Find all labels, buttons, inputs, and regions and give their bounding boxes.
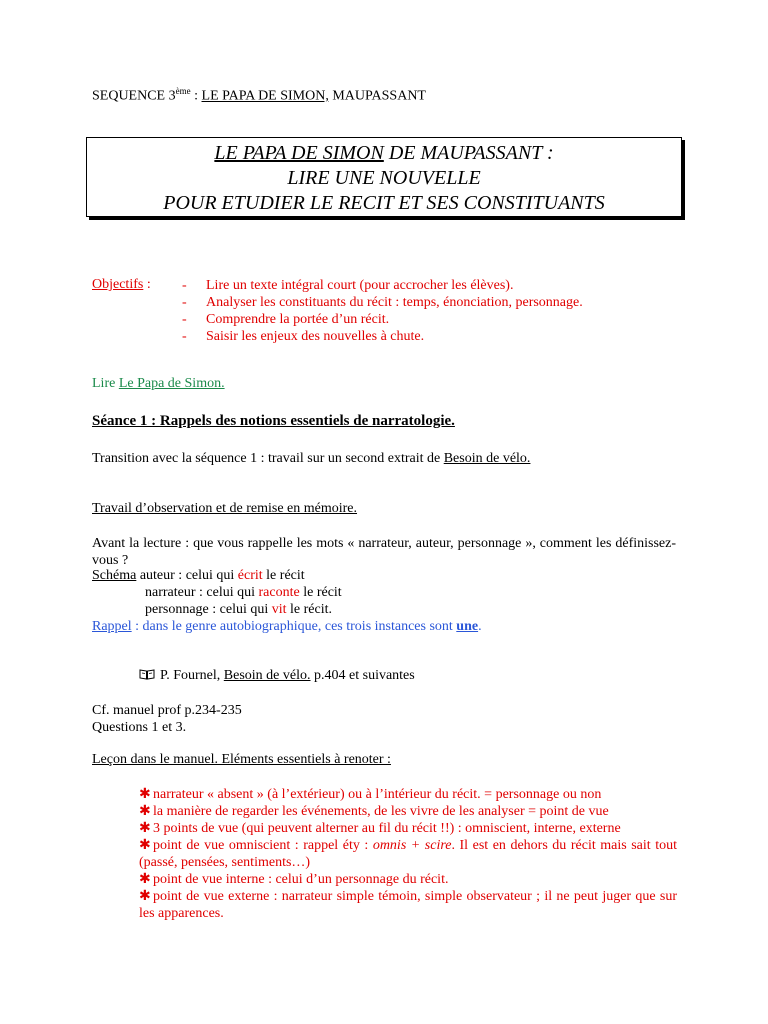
sequence-title: LE PAPA DE SIMON, bbox=[201, 88, 329, 104]
rappel-text: : dans le genre autobiographique, ces trois instances sont bbox=[131, 619, 457, 634]
lesson-item bbox=[139, 786, 677, 803]
cf-block bbox=[92, 702, 242, 736]
transition-book: Besoin de vélo. bbox=[443, 451, 531, 466]
read-title: Le Papa de Simon. bbox=[118, 376, 225, 391]
observation-heading: Travail d’observation et de remise en mémoire. bbox=[92, 501, 358, 516]
title-author: DE MAUPASSANT : bbox=[383, 142, 554, 164]
objective-text: Comprendre la portée d’un récit. bbox=[206, 312, 390, 327]
transition-text: Transition avec la séquence 1 : travail sur un second extrait de bbox=[92, 451, 444, 466]
sequence-sup: ème bbox=[175, 86, 191, 96]
lesson-etymology: omnis + scire bbox=[372, 838, 452, 853]
cf-line-2: Questions 1 et 3. bbox=[92, 720, 187, 735]
schema-keyword: vit bbox=[271, 602, 287, 617]
read-prefix: Lire bbox=[92, 376, 119, 391]
asterisk-icon: ✱ bbox=[139, 821, 151, 836]
lesson-text: point de vue externe : narrateur simple témoin, simple observateur ; il ne peut juger que sur les apparences. bbox=[139, 889, 677, 921]
title-line-2: LIRE UNE NOUVELLE bbox=[287, 167, 481, 189]
schema-text: narrateur : celui qui bbox=[145, 585, 259, 600]
asterisk-icon: ✱ bbox=[139, 872, 151, 887]
title-work: LE PAPA DE SIMON bbox=[214, 142, 384, 164]
objectives-list bbox=[182, 277, 583, 345]
title-line-1 bbox=[87, 141, 681, 166]
rappel-line bbox=[92, 619, 482, 635]
schema-line-1 bbox=[92, 568, 305, 584]
sequence-sep: : bbox=[190, 88, 202, 104]
objectives-colon: : bbox=[143, 277, 151, 292]
lesson-item bbox=[139, 871, 677, 888]
sequence-label: SEQUENCE 3 bbox=[92, 88, 176, 104]
asterisk-icon: ✱ bbox=[139, 804, 151, 819]
schema-text: le récit bbox=[299, 585, 342, 600]
open-book-icon bbox=[139, 669, 155, 680]
seance-heading: Séance 1 : Rappels des notions essentiels de narratologie. bbox=[92, 413, 455, 429]
schema-keyword: raconte bbox=[258, 585, 300, 600]
reference-author: P. Fournel, bbox=[160, 668, 224, 683]
objectives-label bbox=[92, 277, 151, 293]
transition-line bbox=[92, 451, 530, 467]
rappel-end: . bbox=[478, 619, 482, 634]
lesson-item bbox=[139, 888, 677, 922]
lesson-item bbox=[139, 820, 677, 837]
cf-line-1: Cf. manuel prof p.234-235 bbox=[92, 703, 242, 718]
schema-line-3 bbox=[145, 602, 332, 618]
lesson-list bbox=[139, 786, 677, 922]
lesson-item bbox=[139, 803, 677, 820]
lesson-item bbox=[139, 837, 677, 871]
reference-line bbox=[139, 668, 415, 684]
asterisk-icon: ✱ bbox=[139, 787, 151, 802]
title-line-3: POUR ETUDIER LE RECIT ET SES CONSTITUANTS bbox=[163, 192, 605, 214]
lesson-text: . Il est en dehors du récit mais sait tout (passé, pensées, sentiments…) bbox=[139, 838, 677, 870]
objective-item: - Analyser les constituants du récit : temps, énonciation, personnage. bbox=[182, 295, 583, 310]
lesson-text: 3 points de vue (qui peuvent alterner au fil du récit !!) : omniscient, interne, externe bbox=[153, 821, 621, 836]
reference-pages: p.404 et suivantes bbox=[310, 668, 415, 683]
objective-text: Analyser les constituants du récit : temps, énonciation, personnage. bbox=[206, 295, 583, 310]
title-box bbox=[86, 137, 682, 217]
asterisk-icon: ✱ bbox=[139, 838, 151, 853]
schema-text: auteur : celui qui bbox=[136, 568, 238, 583]
schema-text: le récit. bbox=[286, 602, 333, 617]
lesson-heading: Leçon dans le manuel. Eléments essentiels à renoter : bbox=[92, 752, 391, 767]
objective-item: - Saisir les enjeux des nouvelles à chute. bbox=[182, 329, 425, 344]
objective-item: - Comprendre la portée d’un récit. bbox=[182, 312, 390, 327]
reference-book: Besoin de vélo. bbox=[223, 668, 311, 683]
lesson-text: point de vue interne : celui d’un personnage du récit. bbox=[153, 872, 449, 887]
question-paragraph: Avant la lecture : que vous rappelle les mots « narrateur, auteur, personnage », comment les définissez-vous ? bbox=[92, 536, 676, 568]
schema-line-2 bbox=[145, 585, 342, 601]
sequence-author: MAUPASSANT bbox=[328, 88, 426, 104]
schema-text: le récit bbox=[262, 568, 305, 583]
lesson-text: la manière de regarder les événements, de les vivre de les analyser = point de vue bbox=[153, 804, 609, 819]
objective-item: - Lire un texte intégral court (pour accrocher les élèves). bbox=[182, 278, 514, 293]
objective-text: Saisir les enjeux des nouvelles à chute. bbox=[206, 329, 425, 344]
schema-label: Schéma bbox=[92, 568, 137, 583]
schema-keyword: écrit bbox=[237, 568, 263, 583]
objectives-label-text: Objectifs bbox=[92, 277, 144, 292]
lesson-text: narrateur « absent » (à l’extérieur) ou à l’intérieur du récit. = personnage ou non bbox=[153, 787, 602, 802]
objective-text: Lire un texte intégral court (pour accrocher les élèves). bbox=[206, 278, 514, 293]
rappel-label: Rappel bbox=[92, 619, 132, 634]
sequence-header bbox=[92, 86, 426, 105]
lesson-text: point de vue omniscient : rappel éty : bbox=[153, 838, 373, 853]
asterisk-icon: ✱ bbox=[139, 889, 151, 904]
read-line bbox=[92, 376, 225, 392]
rappel-keyword: une bbox=[456, 619, 479, 634]
schema-text: personnage : celui qui bbox=[145, 602, 272, 617]
